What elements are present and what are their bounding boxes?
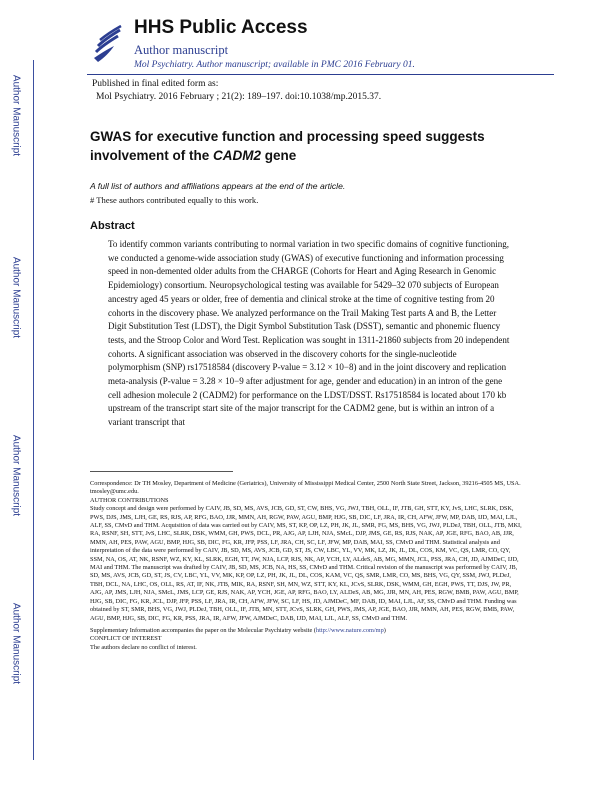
abstract-text: To identify common variants contributing to normal variation in two specific domains of cognitive functioning, we conducted a genome-wide association study (GWAS) of executive functioning and information processing speed in non-demented older adults from the CHARGE (Cohorts for Heart and Aging Research in Genomic Epidemiology) consortium. Neuropsychological testing was available for 5429–32 070 subjects of European ancestry aged 45 years or older, free of dementia and clinical stroke at the time of cognitive testing from 20 cohorts in the discovery phase. We analyzed performance on the Trail Making Test parts A and B, the Letter Digit Substitution Test (LDST), the Digit Symbol Substitution Task (DSST), semantic and phonemic fluency tests, and the Stroop Color and Word Test. Replication was sought in 1311-21860 subjects from 20 independent cohorts. A significant association was observed in the discovery cohorts for the single-nucleotide polymorphism (SNP) rs17518584 (discovery P-value = 3.12 × 10−8) and in the joint discovery and replication meta-analysis (P-value = 3.28 × 10−9 after adjustment for age, gender and education) in an intron of the gene cell adhesion molecule 2 (CADM2) for performance on the LDST/DSST. Rs17518584 is located about 170 kb upstream of the transcript start site of the major transcript for the CADM2 gene, but is within an intron of a variant transcript that xyxy=(108,239,510,428)
title-suffix: gene xyxy=(261,148,297,163)
conflict-text: The authors declare no conflict of interest. xyxy=(90,643,197,651)
sidebar-label: Author Manuscript xyxy=(10,74,22,157)
sidebar-label: Author Manuscript xyxy=(10,256,22,339)
supplementary-suffix: ) xyxy=(383,626,386,634)
published-in: Published in final edited form as: xyxy=(92,79,219,89)
publication-citation: Mol Psychiatry. 2016 February ; 21(2): 189–197. doi:10.1038/mp.2015.37. xyxy=(96,92,382,102)
author-manuscript-sidebar xyxy=(8,30,22,782)
header-citation xyxy=(134,60,415,70)
sidebar-label: Author Manuscript xyxy=(10,602,22,685)
sidebar-label: Author Manuscript xyxy=(10,434,22,517)
title-line-1: GWAS for executive function and processing speed suggests xyxy=(90,129,485,144)
header-title: HHS Public Access xyxy=(134,17,308,38)
header-divider xyxy=(87,74,554,75)
footnotes xyxy=(90,480,522,652)
conflict-heading: CONFLICT OF INTEREST xyxy=(90,635,162,643)
title-prefix: involvement of the xyxy=(90,148,214,163)
contributions-heading: AUTHOR CONTRIBUTIONS xyxy=(90,496,169,504)
footnote-divider xyxy=(90,471,233,472)
title-line-2 xyxy=(90,148,296,163)
title-gene: CADM2 xyxy=(213,148,262,163)
supplementary-note xyxy=(90,627,522,635)
supplementary-link[interactable]: http://www.nature.com/mp xyxy=(315,626,384,634)
hhs-eagle-logo-icon xyxy=(90,22,128,66)
header-citation-text: Mol Psychiatry. Author manuscript; available in PMC 2016 February 01. xyxy=(134,60,415,70)
supplementary-prefix: Supplementary Information accompanies the paper on the Molecular Psychiatry website ( xyxy=(90,626,316,634)
abstract-body xyxy=(108,238,510,430)
equal-contribution-note: # These authors contributed equally to this work. xyxy=(90,195,259,205)
sidebar-divider xyxy=(33,60,34,760)
article-title xyxy=(90,127,540,165)
header-subtitle: Author manuscript xyxy=(134,43,229,57)
contributions-text: Study concept and design were performed by CAIV, JB, SD, MS, AVS, JCB, GD, ST, CW, BHS, VG, JWJ, TBH, OLL, IF, JTB, GH, STT, KY, JvS, LHC, SLRK, DSK, PWS, DJS, JMS, LJH, GE, RS, RJS, AP, RFG, BAO, JJR, MMN, AH, RGW, PAW, AGU, BMP, HJG, SB, DIC, LF, JRA, IR, CH, AFW, JFW, MP, DAB, IJD, MAI, LJL, ALF, SS, CMvD and THM. Acquisition of data was carried out by CAIV, MS, ST, KP, OP, LZ, PH, JK, JL, SMR, FG, MS, BHS, VG, JWJ, PLDeJ, TBH, OLL, JTB, MKI, RA, RSNF, SH, STT, JvS, LHC, SLRK, DSK, WMM, GH, PWS, DCL, PR, AJG, AP, LJH, NJA, SMcL, DJP, JMS, GE, RS, RJS, NAK, AP, JGE, RFG, BAO, AB, JJR, MMN, AH, PES, PAW, AGU, BMP, HJG, SB, DIC, FG, KR, JFP, PSS, LF, JRA, CH, SC, LF, JFW, MP, DAB, MAI, SS, CMvD and THM. Statistical analysis and interpretation of the data were performed by CAIV, JB, SD, MS, AVS, JCB, GD, ST, JS, CW, LBC, YL, VV, MK, LZ, JK, JL, DL, COS, KM, VC, QS, LMR, CO, QY, SSM, NA, OS, AT, NK, RSNF, WZ, KY, KL, SLRK, EGH, TT, JW, NJA, LCP, RJS, NK, AP, YCH, LY, ALdeS, AB, MG, MMN, JCL, PSS, JRA, CH, JD, AJMDeC, IJD, MAI and THM. The manuscript was drafted by CAIV, JB, SD, MS, JCB, NA, HS, SS, CMvD and THM. Critical revision of the manuscript was performed by CAIV, JB, SD, MS, AVS, JCB, GD, ST, JS, CV, LBC, YL, VV, MK, KP, OP, LZ, PH, JK, JL, DL, COS, KAM, VC, QS, SMR, LMR, CO, MS, BHS, VG, QY, SSM, JWJ, PLDeJ, TBH, DCL, NA, LHC, OS, OLL, RS, AT, IF, NK, JTB, MIK, RA, RSNF, SH, MN, WZ, STT, KY, KL, JCvS, SLRK, DSK, WMM, GH, EGH, PWS, TT, DJS, JW, PR, AJG, AP, JMS, LJH, NJA, SMcL, JMS, LCP, GE, RJS, NAK, AP, YCH, JGE, AP, RFG, BAO, LY, ALDeS, AB, MG, JJR, MN, AH, PES, RGW, BMB, PAW, AGU, BMP, HJG, SB, DIC, FG, KR, JCL, DJP, JFP, PSS, LF, JRA, IR, CH, AFW, JFW, SC, LF, HS, JD, AJMDeC, MF, DAB, ID, MAI, LJL, AF, SS, CMvD and THM. Funding was obtained by ST, SMR, BHS, VG, JWJ, PLDeJ, TBH, OLL, IF, JTB, MN, STT, JCvS, SLRK, GH, PWS, JMS, AP, JGE, BAO, JJR, MMN, AH, PES, RGW, BMB, PAW, AGU, BMP, HJG, SB, DIC, FG, KR, PSS, JRA, IR, AFW, JFW, AJMDeC, DAB, IJD, MAI, LJL, ALF, SS, CMvD and THM. xyxy=(90,505,522,622)
authors-note: A full list of authors and affiliations appears at the end of the article. xyxy=(90,181,346,191)
correspondence: Correspondence: Dr TH Mosley, Department of Medicine (Geriatrics), University of Mississippi Medical Center, 2500 North State Street, Jackson, 39216-4505 MS, USA. tmosley@umc.edu. xyxy=(90,480,521,496)
abstract-heading: Abstract xyxy=(90,220,135,232)
